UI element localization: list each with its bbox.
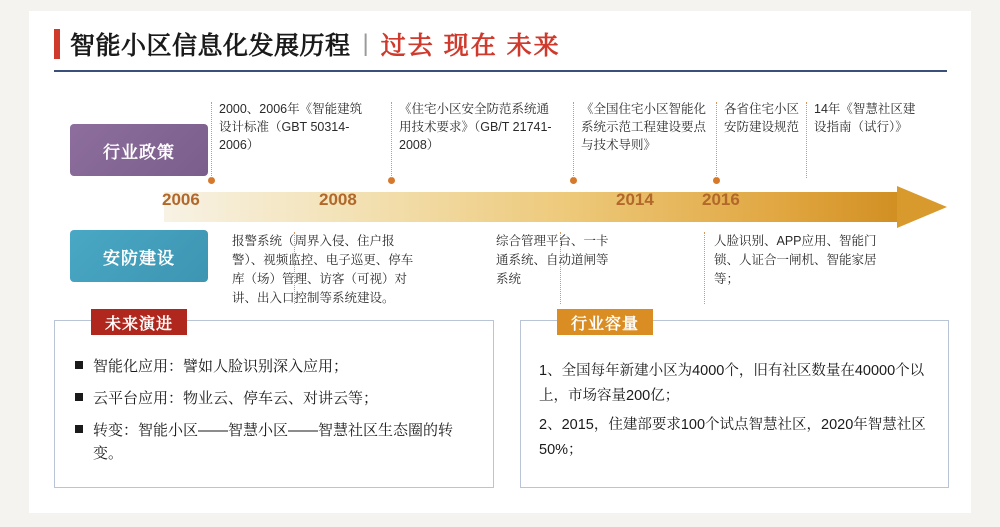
list-item-text: 转变：智能小区——智慧小区——智慧社区生态圈的转变。 (93, 422, 454, 462)
year-label-2006: 2006 (162, 190, 200, 209)
security-item-2: 综合管理平台、一卡通系统、自动道闸等系统 (496, 234, 609, 286)
bottom-section (54, 314, 947, 492)
capacity-paragraph-2: 2、2015，住建部要求100个试点智慧社区，2020年智慧社区50%； (539, 417, 926, 458)
title-main-text: 智能小区信息化发展历程 (70, 32, 351, 60)
title-accent-bar (54, 29, 60, 59)
policy-item-3: 《全国住宅小区智能化系统示范工程建设要点与技术导则》 (581, 102, 707, 152)
timeline-divider (211, 102, 212, 178)
slide-canvas (30, 12, 970, 512)
list-item-text: 云平台应用：物业云、停车云、对讲云等； (93, 390, 379, 407)
page-title (54, 26, 561, 62)
row-label-security-construction: 安防建设 (70, 230, 208, 282)
year-label-2014: 2014 (616, 190, 654, 209)
timeline-divider (573, 102, 574, 178)
security-item-3: 人脸识别、APP应用、智能门锁、人证合一闸机、智能家居等； (714, 234, 877, 286)
timeline-divider (716, 102, 717, 178)
timeline-node-dot (388, 177, 395, 184)
future-evolution-box (54, 315, 494, 488)
timeline-divider (806, 102, 807, 178)
timeline-arrow-head (897, 186, 947, 228)
title-divider (54, 70, 947, 72)
year-label-2016: 2016 (702, 190, 740, 209)
timeline-node-dot (570, 177, 577, 184)
timeline-divider (391, 102, 392, 178)
policy-item-4: 各省住宅小区安防建设规范 (724, 102, 800, 134)
policy-item-5: 14年《智慧社区建设指南（试行）》 (814, 102, 916, 134)
bullet-square-icon (75, 361, 83, 369)
bullet-square-icon (75, 425, 83, 433)
row-label-industry-policy: 行业政策 (70, 124, 208, 176)
timeline-node-dot (208, 177, 215, 184)
year-label-2008: 2008 (319, 190, 357, 209)
future-evolution-title: 未来演进 (91, 309, 187, 335)
policy-item-1: 2000、2006年《智能建筑设计标准（GBT 50314-2006） (219, 102, 363, 152)
list-item (75, 355, 479, 378)
policy-item-2: 《住宅小区安全防范系统通用技术要求》（GB/T 21741-2008） (399, 102, 552, 152)
capacity-paragraph-1: 1、全国每年新建小区为4000个，旧有社区数量在40000个以上，市场容量200亿； (539, 363, 925, 404)
timeline-divider (704, 232, 705, 304)
title-separator: | (362, 30, 369, 57)
industry-capacity-box (520, 315, 949, 488)
list-item (75, 419, 479, 465)
timeline-arrow-body (164, 192, 899, 222)
timeline-node-dot (713, 177, 720, 184)
timeline-panel (54, 82, 947, 308)
title-accent-text: 过去 现在 未来 (380, 32, 561, 60)
list-item-text: 智能化应用：譬如人脸识别深入应用； (93, 358, 349, 375)
security-item-1: 报警系统（周界入侵、住户报警）、视频监控、电子巡更、停车库（场）管理、访客（可视）对讲、出入口控制等系统建设。 (232, 234, 414, 305)
future-evolution-list (75, 355, 479, 474)
timeline-arrow (164, 186, 947, 228)
industry-capacity-title: 行业容量 (557, 309, 653, 335)
list-item (75, 387, 479, 410)
bullet-square-icon (75, 393, 83, 401)
